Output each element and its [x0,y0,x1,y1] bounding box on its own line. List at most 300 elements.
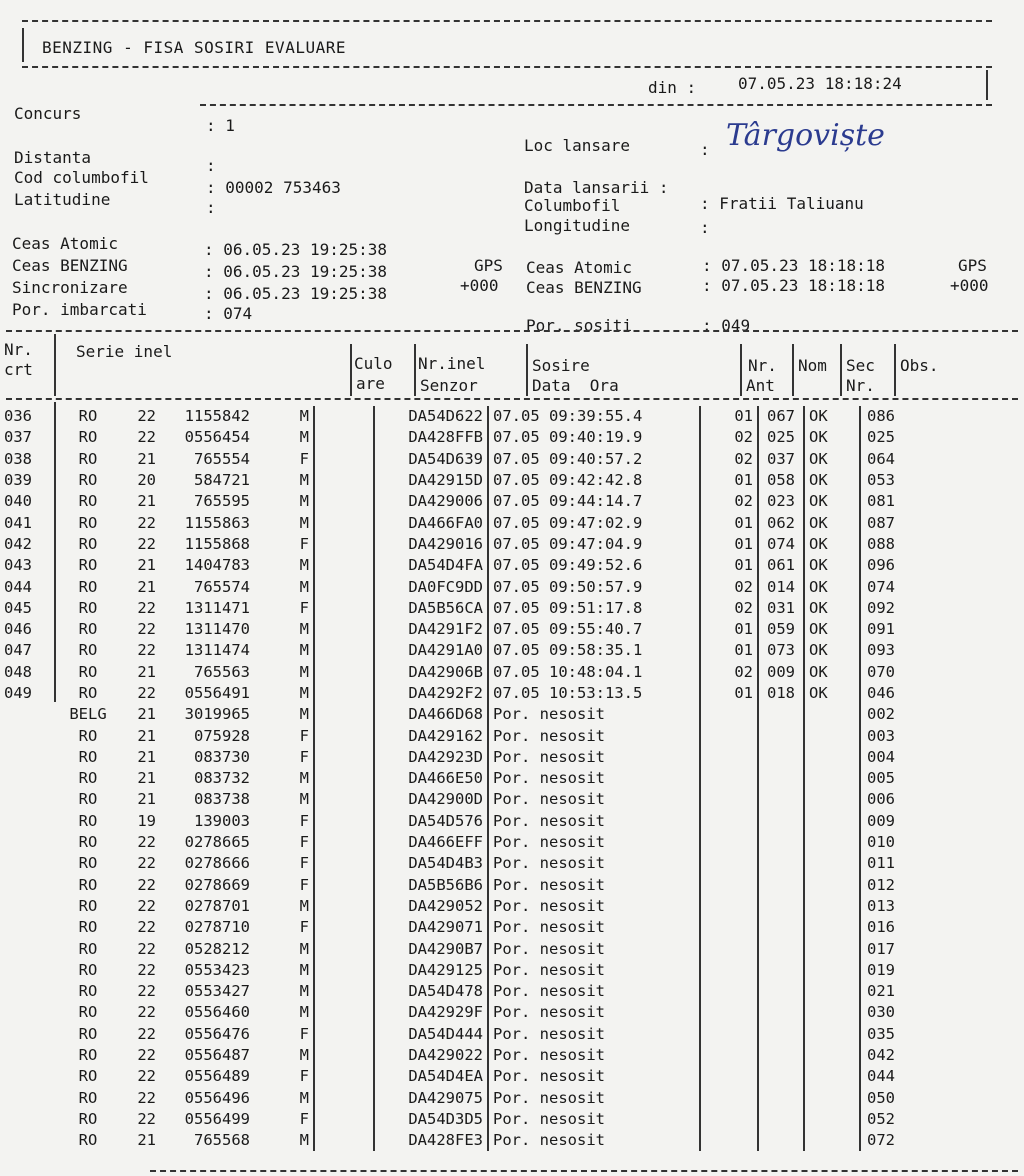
cell-row-number: 038 [4,449,32,468]
cell-nr-ant [700,896,758,917]
cell-ring-country: RO [78,471,98,490]
cell-color [314,1130,374,1151]
table-row [4,683,937,704]
cell-row-number [4,1088,56,1109]
cell-ring-year: 21 [137,726,156,745]
ceas-atomic-right-label: Ceas Atomic [526,258,632,277]
imbarcati-label: Por. imbarcati [12,300,147,319]
cell-sec-status [804,1024,860,1045]
cell-ring-number: 083732 [194,769,250,788]
cell-color [314,938,374,959]
cell-color [314,427,374,448]
cell-nr-ant: 01 [700,683,758,704]
cell-row-number [4,725,56,746]
cell-obs: 087 [867,513,895,532]
cell-ring-year: 21 [137,747,156,766]
cell-ring-year: 20 [137,471,156,490]
cell-sensor-ring: DA429162 [374,725,488,746]
cell-sex: F [254,832,314,853]
cell-ring-number: 1155863 [184,513,250,532]
table-row [4,1130,937,1151]
cell-sex: M [254,789,314,810]
cell-sensor-ring: DA466D68 [374,704,488,725]
cell-row-number [4,938,56,959]
cell-nom [758,896,804,917]
cell-ring-number: 1404783 [184,556,250,575]
cell-row-number [4,981,56,1002]
ceas-atomic-left-value: : 06.05.23 19:25:38 [204,240,388,259]
cell-arrival: 07.05 09:40:57.2 [488,449,700,470]
cell-color [314,1024,374,1045]
cell-color [314,662,374,683]
cell-obs: 086 [867,407,895,426]
cell-sec-status [804,960,860,981]
cell-color [314,747,374,768]
cell-nr-ant [700,725,758,746]
ceas-benzing-left-label: Ceas BENZING [12,256,128,275]
cell-ring-number: 1155842 [184,407,250,426]
cell-sex: F [254,853,314,874]
cell-sec-status [804,811,860,832]
ceas-benzing-left-value: : 06.05.23 19:25:38 [204,262,388,281]
table-row [4,704,937,725]
cell-ring-country: RO [78,684,98,702]
title-divider [22,66,992,68]
cell-sex: M [254,1045,314,1066]
cell-sensor-ring: DA429016 [374,534,488,555]
cell-color [314,491,374,512]
cell-nr-ant: 02 [700,576,758,597]
cell-ring-year: 22 [137,1003,156,1022]
table-row [4,938,937,959]
cell-ring-number: 0528212 [184,939,250,958]
cell-sensor-ring: DA428FFB [374,427,488,448]
cell-nr-ant: 01 [700,406,758,427]
table-row [4,406,937,427]
table-row [4,1024,937,1045]
col-sep-nr [54,334,56,396]
ceas-benzing-right-label: Ceas BENZING [526,278,642,297]
cell-obs: 019 [867,960,895,979]
din-label: din : [648,78,697,97]
cell-color [314,917,374,938]
cell-ring-number: 0556491 [184,684,250,702]
cell-ring-year: 22 [137,641,156,660]
table-row [4,768,937,789]
cell-nr-ant [700,960,758,981]
cell-nr-ant: 01 [700,512,758,533]
cell-color [314,789,374,810]
cell-row-number [4,1109,56,1130]
cell-nom [758,981,804,1002]
cell-arrival: 07.05 10:53:13.5 [488,683,700,704]
cell-ring-year: 22 [137,1067,156,1086]
cell-color [314,704,374,725]
cell-sec-status [804,853,860,874]
cell-obs: 052 [867,1109,895,1128]
cell-sec-status [804,1045,860,1066]
cell-nr-ant [700,747,758,768]
cell-arrival: 07.05 09:39:55.4 [488,406,700,427]
cell-sex: M [254,960,314,981]
col-header-serie: Serie inel [76,342,173,361]
cell-nom [758,811,804,832]
col-header-obs: Obs. [900,356,939,375]
table-row [4,725,937,746]
data-lansarii-label: Data lansarii : [524,178,669,197]
cell-ring-country: RO [78,577,98,596]
cell-sensor-ring: DA42906B [374,662,488,683]
cell-sensor-ring: DA429071 [374,917,488,938]
table-row [4,470,937,491]
latitudine-value: : [206,198,216,217]
cell-ring-country: RO [78,407,98,426]
loc-lansare-handwritten: Târgoviște [726,118,885,153]
col-header-sec-1: Sec [846,356,875,375]
cell-color [314,640,374,661]
cell-color [314,470,374,491]
sincronizare-label: Sincronizare [12,278,128,297]
print-timestamp: 07.05.23 18:18:24 [738,74,902,93]
cell-sec-status [804,789,860,810]
cell-obs: 005 [867,769,895,788]
cell-nom [758,917,804,938]
table-row [4,853,937,874]
distanta-label: Distanta [14,148,92,167]
cell-nom: 074 [758,534,804,555]
cell-sex: M [254,768,314,789]
cell-nr-ant [700,938,758,959]
cell-nom [758,1088,804,1109]
cell-ring-year: 22 [137,896,156,915]
cell-obs: 004 [867,747,895,766]
cell-nom [758,938,804,959]
cell-row-number: 044 [4,577,32,596]
table-row [4,789,937,810]
table-row [4,1088,937,1109]
cell-arrival: 07.05 09:47:02.9 [488,512,700,533]
cell-obs: 088 [867,534,895,553]
cell-ring-country: RO [78,428,98,447]
cell-sensor-ring: DA428FE3 [374,1130,488,1151]
table-row [4,1109,937,1130]
cell-arrival: 07.05 09:47:04.9 [488,534,700,555]
cell-ring-country: RO [78,939,98,958]
cell-sec-status [804,896,860,917]
cell-sensor-ring: DA42915D [374,470,488,491]
cell-sex: M [254,896,314,917]
cell-arrival: Por. nesosit [488,747,700,768]
cell-ring-number: 0556499 [184,1109,250,1128]
cell-obs: 016 [867,918,895,937]
din-right-border [986,70,988,100]
cell-obs: 044 [867,1067,895,1086]
cell-arrival: Por. nesosit [488,1002,700,1023]
cell-arrival: 07.05 09:51:17.8 [488,598,700,619]
cell-ring-country: RO [78,918,98,937]
cell-sec-status: OK [804,576,860,597]
cell-sex: F [254,1109,314,1130]
cell-arrival: Por. nesosit [488,896,700,917]
cell-sensor-ring: DA4290B7 [374,938,488,959]
cell-arrival: Por. nesosit [488,704,700,725]
cell-row-number [4,1130,56,1151]
cell-color [314,725,374,746]
cell-sensor-ring: DA429075 [374,1088,488,1109]
cell-sensor-ring: DA54D622 [374,406,488,427]
table-row [4,981,937,1002]
loc-lansare-label: Loc lansare [524,136,630,155]
cell-ring-country: BELG [69,705,107,724]
cell-obs: 017 [867,939,895,958]
table-row [4,534,937,555]
cell-sensor-ring: DA4291A0 [374,640,488,661]
cell-nom [758,960,804,981]
columbofil-value: : Fratii Taliuanu [700,194,864,213]
cell-ring-country: RO [78,726,98,745]
col-sep-obs [894,344,896,396]
cell-sensor-ring: DA429125 [374,960,488,981]
cell-arrival: Por. nesosit [488,1130,700,1151]
cell-sex: F [254,811,314,832]
cell-sex: M [254,1002,314,1023]
cell-sex: F [254,747,314,768]
cell-sex: M [254,576,314,597]
cell-ring-number: 0556496 [184,1088,250,1107]
col-header-nr: Nr. [4,340,33,359]
cod-value: : 00002 753463 [206,178,341,197]
cell-arrival: 07.05 09:58:35.1 [488,640,700,661]
table-header-bottom-border [6,398,1018,400]
table-row [4,598,937,619]
cell-sensor-ring: DA466E50 [374,768,488,789]
cell-ring-country: RO [78,833,98,852]
arrivals-table [4,406,937,1151]
cell-row-number: 042 [4,534,32,553]
cell-arrival: 07.05 10:48:04.1 [488,662,700,683]
cell-row-number: 049 [4,684,32,702]
cell-sex: M [254,662,314,683]
cell-sensor-ring: DA54D3D5 [374,1109,488,1130]
cell-sensor-ring: DA54D4EA [374,1066,488,1087]
cell-arrival: Por. nesosit [488,1045,700,1066]
cell-sex: M [254,619,314,640]
cell-ring-country: RO [78,875,98,894]
table-row [4,662,937,683]
cell-ring-country: RO [78,534,98,553]
cell-sec-status: OK [804,427,860,448]
table-header-top-border [6,330,1018,332]
cell-obs: 035 [867,1024,895,1043]
cell-ring-country: RO [78,641,98,660]
cell-color [314,1066,374,1087]
col-header-data-ora: Data Ora [532,376,619,395]
cell-nom: 031 [758,598,804,619]
cell-sex: M [254,704,314,725]
cell-row-number: 045 [4,598,32,617]
top-border [22,20,992,22]
cell-ring-number: 0278710 [184,918,250,937]
cell-row-number [4,1024,56,1045]
cell-nr-ant [700,1002,758,1023]
cell-arrival: 07.05 09:55:40.7 [488,619,700,640]
cell-sensor-ring: DA42900D [374,789,488,810]
cell-arrival: Por. nesosit [488,768,700,789]
cell-nom [758,1130,804,1151]
cell-obs: 050 [867,1088,895,1107]
cell-obs: 053 [867,471,895,490]
cell-color [314,1002,374,1023]
cell-sec-status [804,875,860,896]
cell-ring-country: RO [78,1067,98,1086]
cell-row-number [4,960,56,981]
cell-sec-status [804,704,860,725]
cell-nom [758,725,804,746]
col-header-sosire: Sosire [532,356,590,375]
offset-right: +000 [950,276,989,295]
table-row [4,449,937,470]
cell-row-number: 040 [4,492,32,511]
cell-sensor-ring: DA466FA0 [374,512,488,533]
cell-nom [758,1066,804,1087]
cell-ring-country: RO [78,620,98,639]
cell-ring-number: 0278701 [184,896,250,915]
cell-obs: 092 [867,598,895,617]
cell-ring-year: 21 [137,790,156,809]
cell-ring-country: RO [78,449,98,468]
cell-row-number [4,747,56,768]
cell-ring-country: RO [78,1046,98,1065]
concurs-label: Concurs [14,104,82,123]
cell-arrival: Por. nesosit [488,1088,700,1109]
cell-row-number: 037 [4,428,32,447]
cell-ring-number: 0278666 [184,854,250,873]
cell-nom [758,1002,804,1023]
loc-lansare-colon: : [700,140,710,159]
cell-nr-ant [700,768,758,789]
cell-row-number [4,896,56,917]
cell-row-number [4,704,56,725]
cell-ring-year: 22 [137,1046,156,1065]
cell-obs: 013 [867,896,895,915]
cell-sec-status: OK [804,449,860,470]
cell-ring-number: 075928 [194,726,250,745]
cell-ring-number: 0556487 [184,1046,250,1065]
cell-ring-number: 0278669 [184,875,250,894]
cell-ring-year: 22 [137,875,156,894]
col-header-nom: Nom [798,356,827,375]
cell-nom [758,832,804,853]
table-row [4,576,937,597]
cell-color [314,875,374,896]
cell-ring-country: RO [78,1024,98,1043]
cell-sensor-ring: DA429022 [374,1045,488,1066]
cell-ring-year: 22 [137,1088,156,1107]
cell-row-number: 039 [4,471,32,490]
cell-sensor-ring: DA54D478 [374,981,488,1002]
cell-sex: M [254,1088,314,1109]
cell-nom [758,1045,804,1066]
cell-ring-year: 22 [137,939,156,958]
cell-row-number [4,789,56,810]
cell-sec-status [804,1066,860,1087]
cell-color [314,576,374,597]
cell-ring-country: RO [78,854,98,873]
table-row [4,619,937,640]
cell-ring-country: RO [78,1109,98,1128]
cell-row-number: 041 [4,513,32,532]
col-header-nrinel: Nr.inel [418,354,486,373]
table-bottom-border [150,1170,1018,1172]
cell-ring-year: 22 [137,918,156,937]
ceas-atomic-left-label: Ceas Atomic [12,234,118,253]
table-row [4,917,937,938]
cell-sensor-ring: DA42929F [374,1002,488,1023]
cell-arrival: Por. nesosit [488,725,700,746]
cell-ring-year: 22 [137,960,156,979]
cell-nom: 037 [758,449,804,470]
cell-ring-number: 1311474 [184,641,250,660]
cell-nom: 058 [758,470,804,491]
cell-nr-ant [700,1066,758,1087]
cell-ring-number: 083730 [194,747,250,766]
cell-ring-year: 21 [137,449,156,468]
cell-ring-number: 765563 [194,662,250,681]
concurs-value: : 1 [206,116,235,135]
cell-ring-year: 22 [137,428,156,447]
cell-sec-status: OK [804,598,860,619]
cell-sec-status: OK [804,406,860,427]
cell-nom [758,853,804,874]
col-sep-nrinel [414,344,416,396]
cell-color [314,406,374,427]
cell-arrival: Por. nesosit [488,832,700,853]
cell-nr-ant: 01 [700,470,758,491]
cell-nom: 059 [758,619,804,640]
cell-sensor-ring: DA42923D [374,747,488,768]
cell-sensor-ring: DA4291F2 [374,619,488,640]
cell-ring-year: 22 [137,854,156,873]
cell-arrival: 07.05 09:44:14.7 [488,491,700,512]
cell-row-number [4,768,56,789]
cell-sex: M [254,427,314,448]
cell-arrival: 07.05 09:42:42.8 [488,470,700,491]
cell-ring-country: RO [78,1003,98,1022]
cell-nr-ant [700,981,758,1002]
col-header-senzor: Senzor [420,376,478,395]
header-bottom-border [200,104,992,106]
cell-nom [758,1109,804,1130]
cell-sec-status: OK [804,470,860,491]
cell-ring-number: 1311471 [184,598,250,617]
cell-nr-ant [700,704,758,725]
col-sep-sec [840,344,842,396]
cell-nom: 025 [758,427,804,448]
col-header-culo: Culo [354,354,393,373]
cell-row-number [4,853,56,874]
cell-color [314,981,374,1002]
cell-ring-country: RO [78,747,98,766]
cell-nom: 067 [758,406,804,427]
cell-ring-year: 21 [137,556,156,575]
cell-sec-status [804,768,860,789]
cell-sensor-ring: DA54D444 [374,1024,488,1045]
table-row [4,640,937,661]
cell-arrival: Por. nesosit [488,1024,700,1045]
cell-ring-number: 584721 [194,471,250,490]
cell-row-number [4,1045,56,1066]
distanta-value: : [206,156,216,175]
